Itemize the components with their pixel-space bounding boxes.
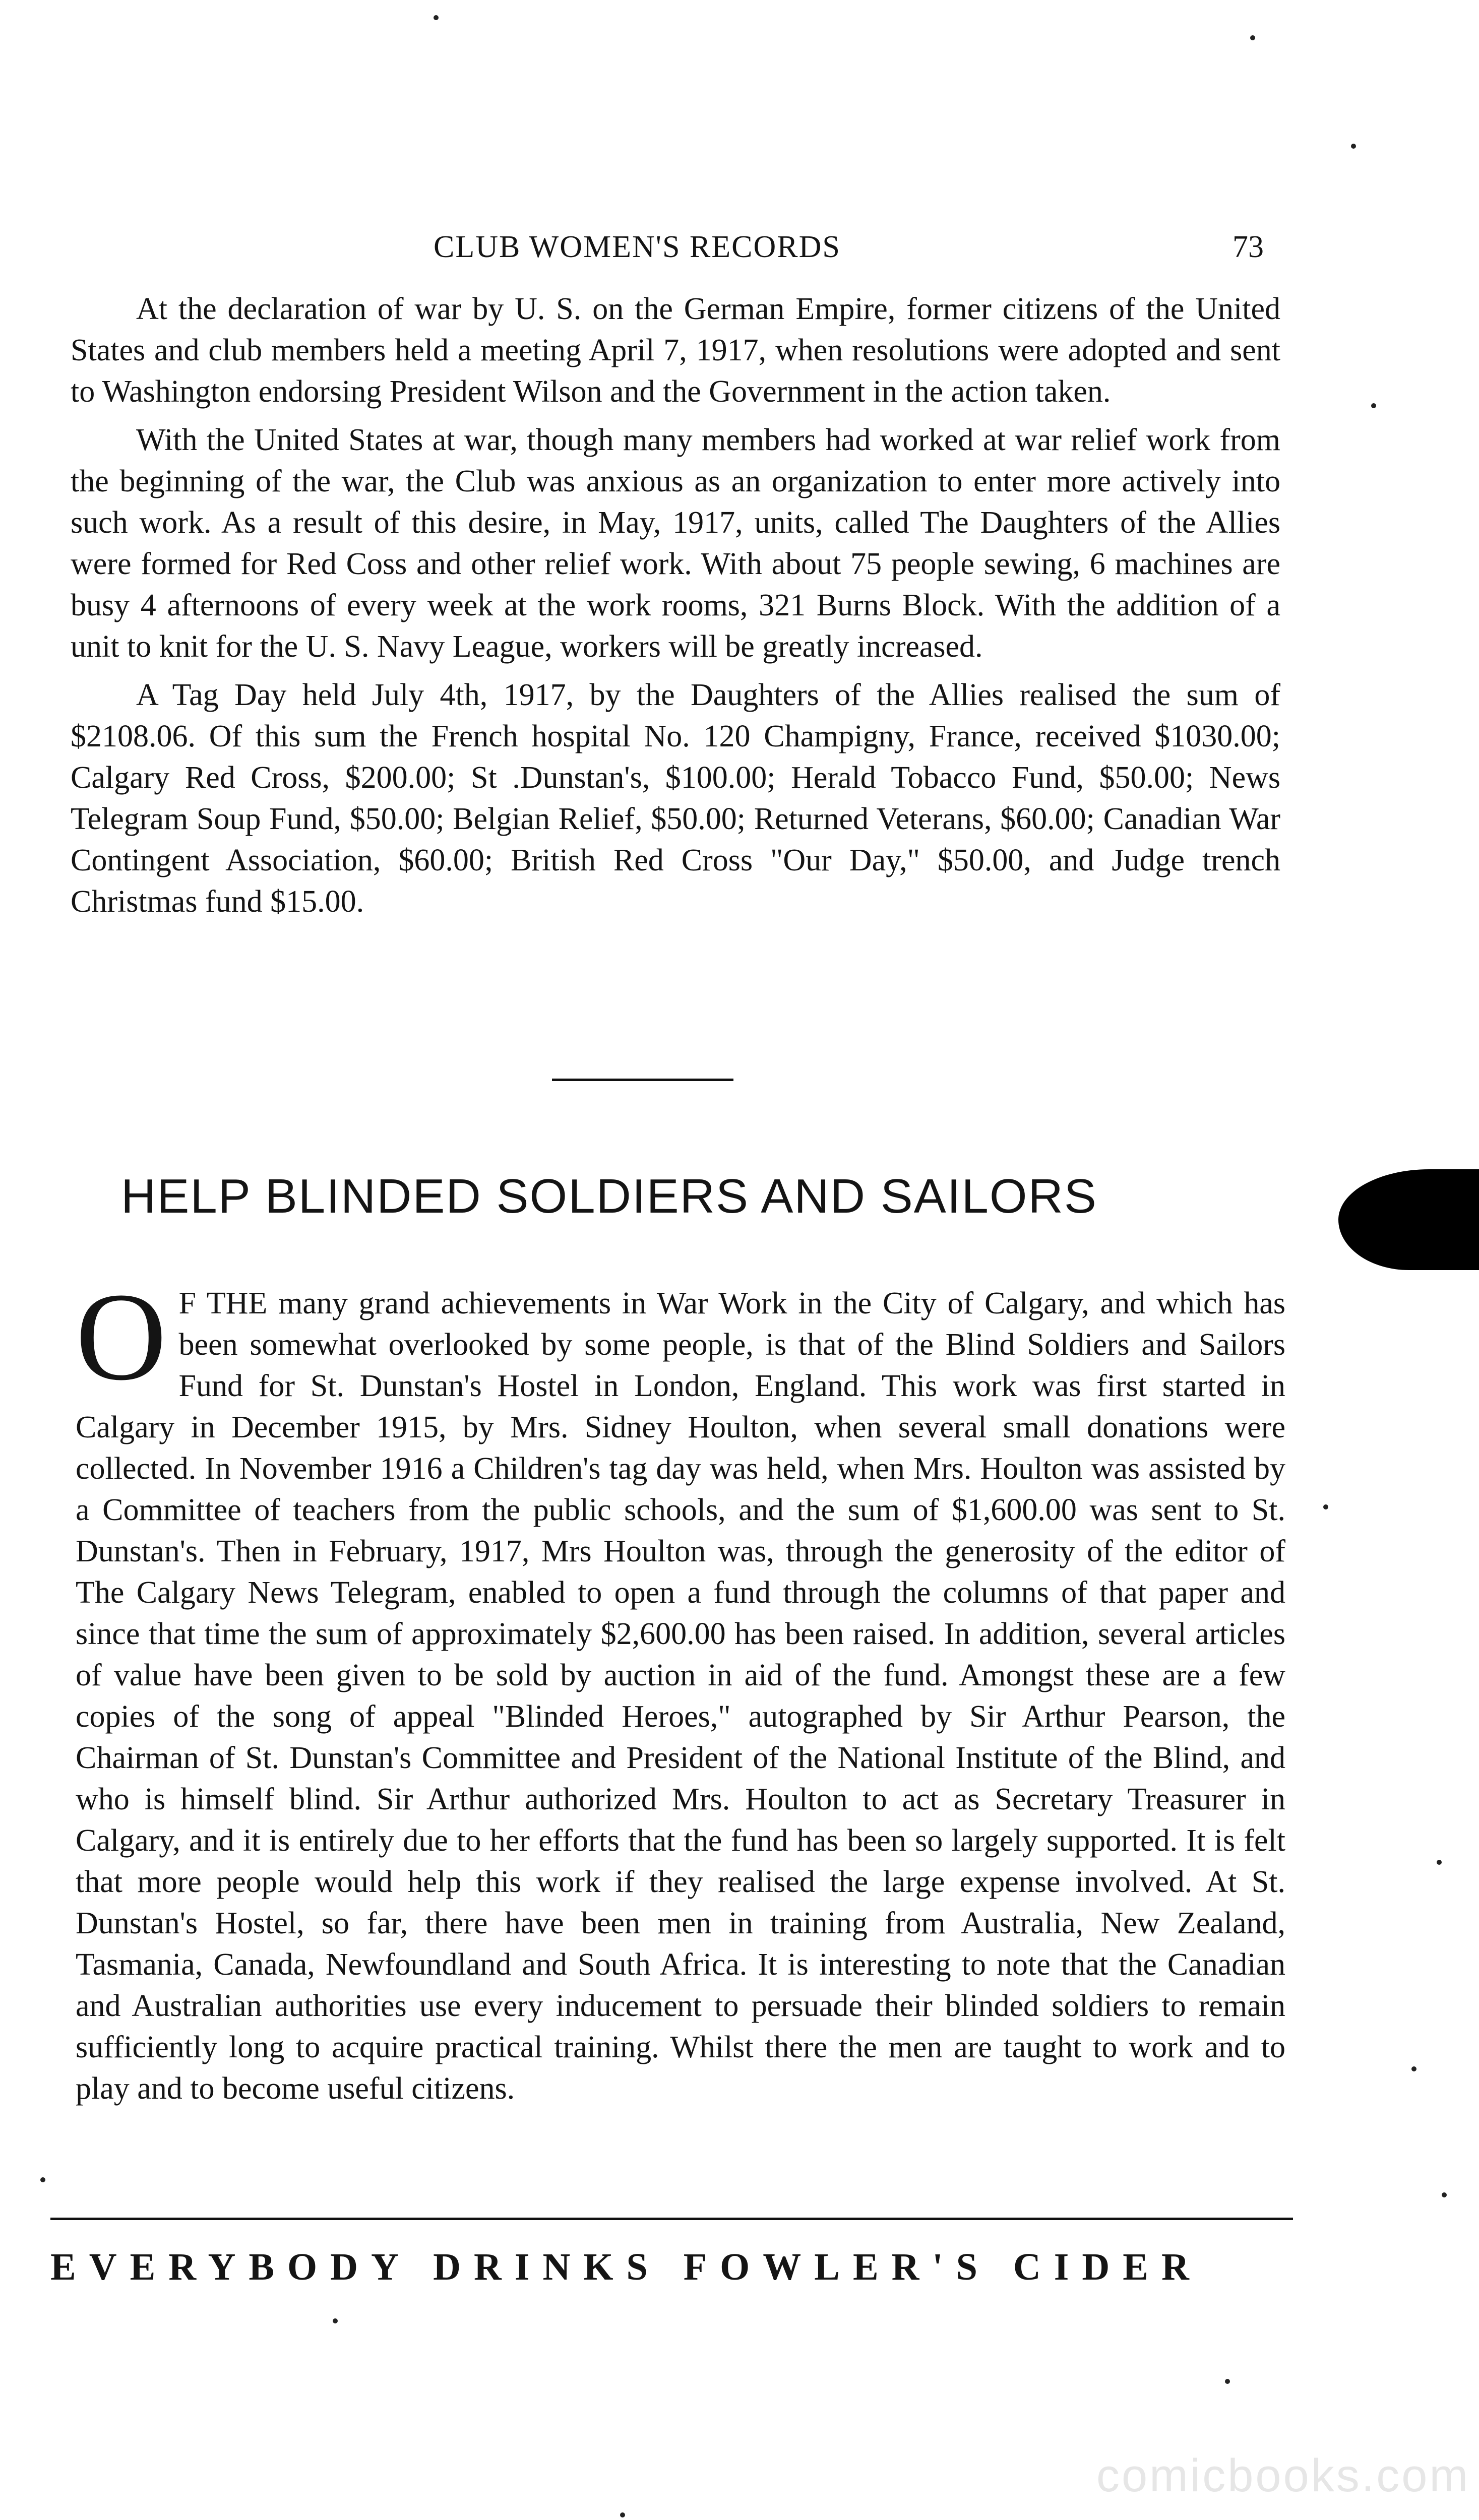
scan-speck <box>333 2318 338 2323</box>
scan-speck <box>1371 403 1376 408</box>
drop-cap: O <box>76 1267 167 1407</box>
watermark: comicbooks.com <box>1096 2450 1470 2501</box>
article-paragraph-2: With the United States at war, though many members had worked at war relief work from the beginning of the war, the Club was anxious as an organization to enter more actively into such work. As a result of this desire, in May, 1917, units, called The Daughters of the Allies were formed for Red Coss and other relief work. With about 75 people sewing, 6 machines are busy 4 afternoons of every week at the work rooms, 321 Burns Block. With the addition of a unit to knit for the U. S. Navy League, workers will be greatly increased. <box>71 423 1280 664</box>
article-body: F THE many grand achievements in War Work in the City of Calgary, and which has been somewhat overlooked by some people, is that of the Blind Soldiers and Sailors Fund for St. Dunstan's Hostel in London, England. This work was first started in Calgary in December 1915, by Mrs. Sidney Houlton, when several small donations were collected. In November 1916 a Children's tag day was held, when Mrs. Houlton was assisted by a Committee of teachers from the public schools, and the sum of $1,600.00 was sent to St. Dunstan's. Then in February, 1917, Mrs Houlton was, through the generosity of the editor of The Calgary News Telegram, enabled to open a fund through the columns of that paper and since that time the sum of approximately $2,600.00 has been raised. In addition, several articles of value have been given to be sold by auction in aid of the fund. Amongst these are a few copies of the song of appeal "Blinded Heroes," autographed by Sir Arthur Pearson, the Chairman of St. Dunstan's Committee and President of the National Institute of the Blind, and who is himself blind. Sir Arthur authorized Mrs. Houlton to act as Secretary Treasurer in Calgary, and it is entirely due to her efforts that the fund has been so largely supported. It is felt that more people would help this work if they realised the large expense involved. At St. Dunstan's Hostel, so far, there have been men in training from Australia, New Zealand, Tasmania, Canada, Newfoundland and South Africa. It is interesting to note that the Canadian and Australian authorities use every inducement to persuade their blinded soldiers to remain sufficiently long to acquire practical training. Whilst there the men are taught to work and to play and to become useful citizens. <box>76 1286 1285 2106</box>
scan-speck <box>620 2512 625 2517</box>
advertisement-rule <box>50 2218 1293 2220</box>
scan-speck <box>1411 2066 1416 2071</box>
scan-speck <box>434 15 439 20</box>
scan-speck <box>1323 1504 1328 1509</box>
section-heading: HELP BLINDED SOLDIERS AND SAILORS <box>121 1169 1097 1224</box>
blinded-soldiers-article <box>76 1267 1285 2109</box>
advertisement-line: EVERYBODY DRINKS FOWLER'S CIDER <box>50 2246 1202 2288</box>
scan-speck <box>1250 35 1255 40</box>
article-paragraph-1: At the declaration of war by U. S. on the German Empire, former citizens of the United States and club members held a meeting April 7, 1917, when resolutions were adopted and sent to Washington endorsing President Wilson and the Government in the action taken. <box>71 292 1280 409</box>
ink-blot <box>1338 1169 1479 1270</box>
scan-speck <box>1442 2192 1447 2197</box>
scan-speck <box>1225 2379 1230 2384</box>
scan-speck <box>1437 1860 1442 1865</box>
scan-speck <box>1351 144 1356 149</box>
section-divider <box>552 1079 733 1081</box>
scan-speck <box>40 2177 45 2182</box>
club-war-relief-article <box>71 288 1280 929</box>
article-paragraph-3: A Tag Day held July 4th, 1917, by the Daughters of the Allies realised the sum of $2108.06. Of this sum the French hospital No. 120 Champigny, France, received $1030.00; Calgary Red Cross, $200.00; St .Dunstan's, $100.00; Herald Tobacco Fund, $50.00; News Telegram Soup Fund, $50.00; Belgian Relief, $50.00; Returned Veterans, $60.00; Canadian War Contingent Association, $60.00; British Red Cross "Our Day," $50.00, and Judge trench Christmas fund $15.00. <box>71 678 1280 919</box>
running-title: CLUB WOMEN'S RECORDS <box>434 230 841 264</box>
page-number: 73 <box>1232 230 1264 264</box>
